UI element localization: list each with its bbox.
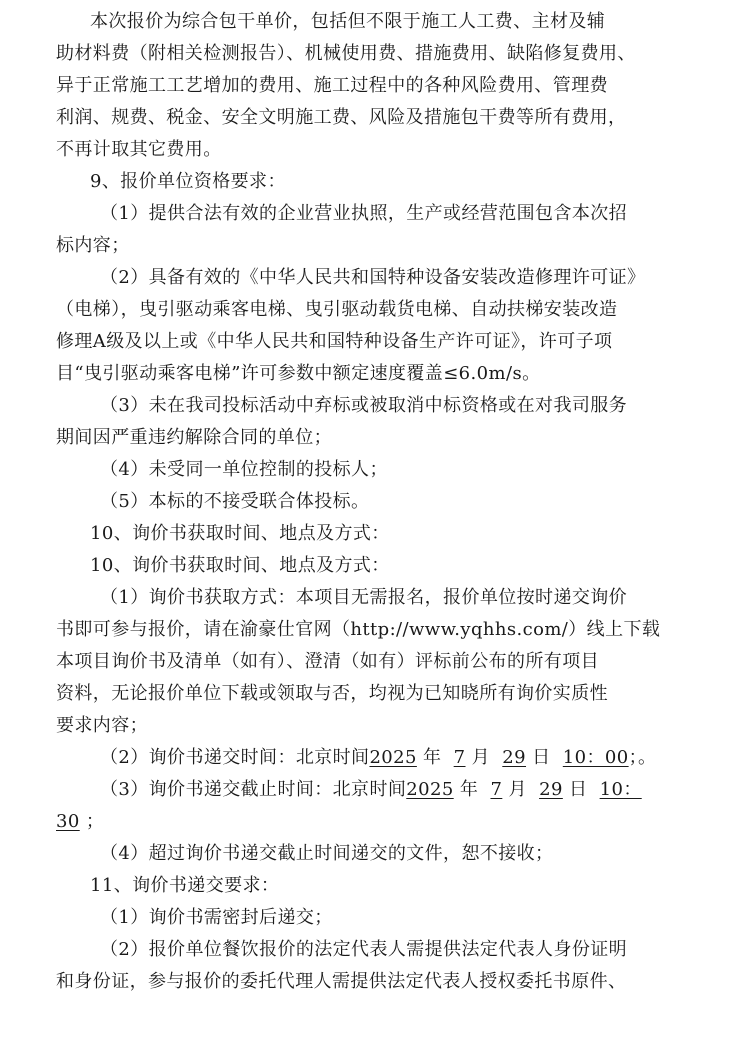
day-value: 29 bbox=[539, 779, 563, 800]
list-item: 期间因严重违约解除合同的单位； bbox=[56, 427, 332, 448]
list-item: （1）询价书需密封后递交； bbox=[100, 907, 333, 928]
day-value: 29 bbox=[502, 747, 527, 768]
list-item: 本项目询价书及清单（如有）、澄清（如有）评标前公布的所有项目 bbox=[56, 651, 599, 672]
line-end: ； bbox=[85, 811, 105, 832]
list-item: （3）未在我司投标活动中弃标或被取消中标资格或在对我司服务 bbox=[100, 395, 628, 416]
list-item: （2）具备有效的《中华人民共和国特种设备安装改造修理许可证》 bbox=[100, 267, 646, 288]
deadline-time-line bbox=[100, 778, 642, 802]
list-item: （4）未受同一单位控制的投标人； bbox=[100, 459, 388, 480]
month-unit: 月 bbox=[508, 779, 527, 800]
time-value-part: 30 bbox=[56, 811, 80, 832]
list-item: （5）本标的不接受联合体投标。 bbox=[100, 491, 370, 512]
list-item: 要求内容； bbox=[56, 715, 148, 736]
paragraph-line: 本次报价为综合包干单价，包括但不限于施工人工费、主材及辅 bbox=[90, 11, 606, 32]
section-heading: 9、报价单位资格要求： bbox=[90, 171, 286, 192]
year-unit: 年 bbox=[423, 747, 442, 768]
list-item: 书即可参与报价，请在渝豪仕官网（http://www.yqhhs.com/）线上下载 bbox=[56, 619, 661, 640]
list-item: （1）询价书获取方式：本项目无需报名，报价单位按时递交询价 bbox=[100, 587, 628, 608]
month-value: 7 bbox=[490, 779, 503, 800]
time-value-part: 10： bbox=[599, 779, 642, 800]
section-heading: 10、询价书获取时间、地点及方式： bbox=[90, 523, 390, 544]
submission-time-line bbox=[100, 746, 656, 770]
deadline-time-label: （3）询价书递交截止时间：北京时间 bbox=[100, 779, 407, 800]
list-item: （4）超过询价书递交截止时间递交的文件，恕不接收； bbox=[100, 843, 554, 864]
submission-time-label: （2）询价书递交时间：北京时间 bbox=[100, 747, 370, 768]
paragraph-line: 利润、规费、税金、安全文明施工费、风险及措施包干费等所有费用， bbox=[56, 107, 627, 128]
line-end: ；。 bbox=[628, 747, 657, 768]
day-unit: 日 bbox=[532, 747, 551, 768]
list-item: （1）提供合法有效的企业营业执照，生产或经营范围包含本次招 bbox=[100, 203, 628, 224]
list-item: 资料，无论报价单位下载或领取与否，均视为已知晓所有询价实质性 bbox=[56, 683, 608, 704]
list-item: （电梯），曳引驱动乘客电梯、曳引驱动载货电梯、自动扶梯安装改造 bbox=[56, 299, 618, 320]
paragraph-line: 异于正常施工工艺增加的费用、施工过程中的各种风险费用、管理费 bbox=[56, 75, 608, 96]
year-value: 2025 bbox=[369, 747, 417, 768]
day-unit: 日 bbox=[568, 779, 588, 800]
paragraph-line: 助材料费（附相关检测报告）、机械使用费、措施费用、缺陷修复费用、 bbox=[56, 43, 636, 64]
deadline-time-continuation bbox=[56, 810, 104, 834]
section-heading: 11、询价书递交要求： bbox=[90, 875, 280, 896]
section-heading: 10、询价书获取时间、地点及方式： bbox=[90, 555, 390, 576]
paragraph-line: 不再计取其它费用。 bbox=[56, 139, 222, 160]
year-unit: 年 bbox=[459, 779, 479, 800]
year-value: 2025 bbox=[406, 779, 454, 800]
list-item: 标内容； bbox=[56, 235, 130, 256]
time-value: 10：00 bbox=[562, 747, 629, 768]
list-item: 和身份证，参与报价的委托代理人需提供法定代表人授权委托书原件、 bbox=[56, 971, 627, 992]
list-item: 修理A级及以上或《中华人民共和国特种设备生产许可证》，许可子项 bbox=[56, 331, 613, 352]
month-value: 7 bbox=[453, 747, 466, 768]
list-item: （2）报价单位餐饮报价的法定代表人需提供法定代表人身份证明 bbox=[100, 939, 628, 960]
month-unit: 月 bbox=[471, 747, 491, 768]
list-item: 目“曳引驱动乘客电梯”许可参数中额定速度覆盖≤6.0m/s。 bbox=[56, 363, 541, 384]
